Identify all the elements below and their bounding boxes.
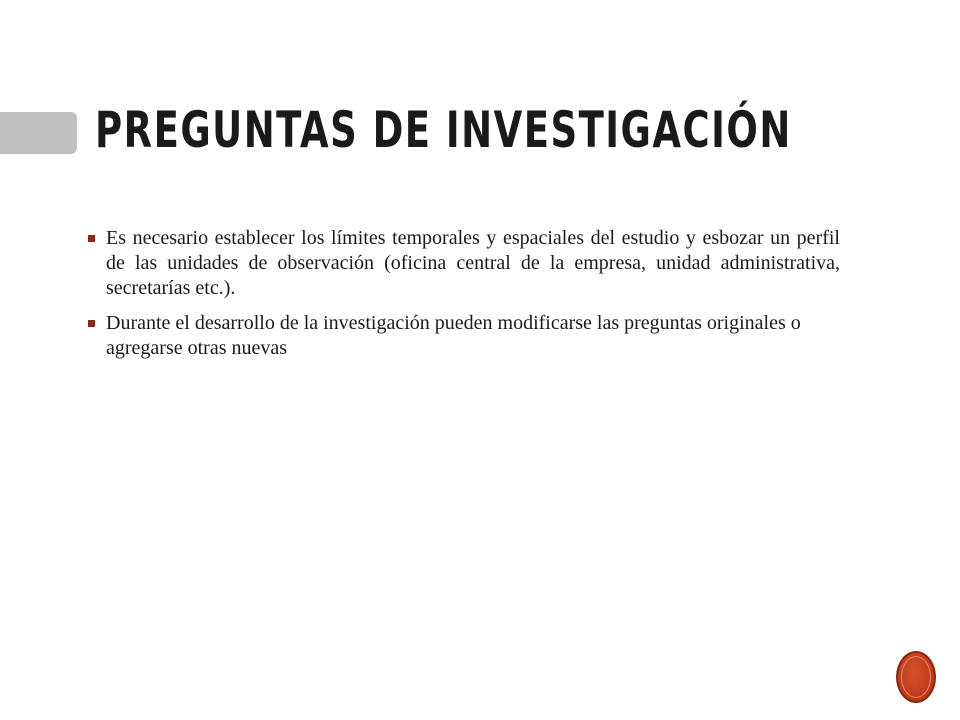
title-accent-bar [0,112,77,154]
bullet-text: Durante el desarrollo de la investigación pueden modificarse las preguntas originales o agregarse otras nuevas [106,312,801,359]
slide-title: PREGUNTAS DE INVESTIGACIÓN [95,101,792,159]
square-bullet-icon [88,320,95,327]
square-bullet-icon [88,235,95,242]
slide-number-badge-icon [896,651,936,703]
bullet-text: Es necesario establecer los límites temporales y espaciales del estudio y esbozar un perfil de las unidades de observación (oficina central de la empresa, unidad administrativa, secretarías etc.). [106,227,840,299]
badge-ring [901,656,931,698]
bullet-item [86,311,840,361]
bullet-list [86,226,840,371]
bullet-item [86,226,840,301]
